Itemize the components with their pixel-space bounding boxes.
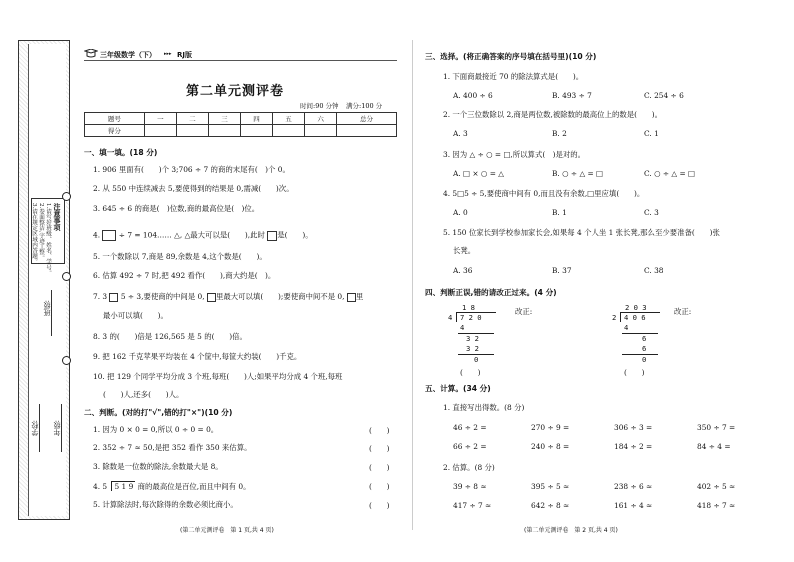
division-bracket	[111, 481, 135, 491]
score-cell: 二	[176, 113, 208, 125]
fix-label: 改正:	[674, 307, 692, 316]
arrow-icon: ▸▸▸	[164, 51, 172, 57]
question-number: 7. 3	[93, 292, 108, 301]
question	[93, 481, 251, 491]
question	[93, 230, 313, 241]
subsection-title: 1. 直接写出得数。(8 分)	[443, 403, 525, 412]
question: 5. 150 位家长到学校参加家长会,如果每 4 个人坐 1 张长凳,那么至少要准备( )张	[443, 228, 720, 237]
option[interactable]: A. 36	[453, 266, 473, 275]
dividend: 7 2 0	[460, 313, 482, 322]
calc-item[interactable]: 306 ÷ 3 =	[614, 423, 653, 432]
triangle-symbol: △	[184, 230, 191, 240]
calc-item[interactable]: 270 ÷ 9 =	[531, 423, 570, 432]
section-title: 四、判断正误,错的请改正过来。(4 分)	[425, 288, 557, 297]
score-input[interactable]	[273, 125, 305, 137]
question: 10. 把 129 个同学平均分成 3 个班,每班( )人;如果平均分成 4 个班,每班	[93, 372, 343, 381]
score-cell: 得分	[85, 125, 145, 137]
option[interactable]: C. ○ ÷ △ = □	[644, 169, 695, 178]
question	[93, 292, 363, 302]
score-cell: 总分	[337, 113, 397, 125]
grade-label: 三年级数学（下）	[100, 51, 156, 59]
question: 3. 因为 △ ÷ ○ = □,所以算式( )是对的。	[443, 150, 586, 159]
step: 6	[642, 344, 647, 353]
option[interactable]: C. 1	[644, 129, 659, 138]
binding-hole	[62, 356, 71, 365]
question: 2. 一个三位数除以 2,商是两位数,被除数的最高位上的数是( )。	[443, 110, 663, 119]
page-footer: (第二单元测评卷 第 1 页,共 4 页)	[180, 527, 274, 534]
question: 5. 计算除法时,每次除得的余数必须比商小。	[93, 500, 238, 509]
answer-box[interactable]	[102, 230, 116, 241]
step: 0	[474, 355, 479, 364]
option[interactable]: B. 1	[552, 208, 567, 217]
question: 2. 从 550 中连续减去 5,要使得到的结果是 0,需减( )次。	[93, 184, 294, 193]
exam-time: 时间:90 分钟	[300, 102, 339, 110]
section-title: 二、判断。(对的打"√",错的打"×")(10 分)	[84, 408, 233, 417]
question: 1. 906 里面有( )个 3;706 ÷ 7 的商的末尾有( )个 0。	[93, 165, 290, 174]
option[interactable]: B. 2	[552, 129, 567, 138]
calc-item[interactable]: 39 ÷ 8 ≈	[453, 482, 487, 491]
notice-line: 1.请写好班级、姓名、学号。	[45, 203, 51, 276]
calc-item[interactable]: 395 ÷ 5 ≈	[531, 482, 570, 491]
notice-line: 3.请在规定区域内答题。	[31, 203, 37, 265]
score-cell: 一	[144, 113, 176, 125]
divisor: 2	[612, 313, 617, 322]
notice-line: 2.卷面整洁,字迹工整。	[38, 203, 44, 261]
answer-box[interactable]	[267, 231, 277, 241]
question: 8. 3 的( )倍是 126,565 是 5 的( )倍。	[93, 332, 247, 341]
score-input[interactable]	[176, 125, 208, 137]
question-text: 最大可以是( ),此时	[190, 230, 265, 240]
question: 3. 除数是一位数的除法,余数最大是 8。	[93, 462, 223, 471]
notice-box	[31, 198, 65, 276]
calc-item[interactable]: 66 ÷ 2 =	[453, 442, 487, 451]
step: 3 2	[466, 344, 479, 353]
option[interactable]: C. 38	[644, 266, 664, 275]
option[interactable]: A. 400 ÷ 6	[453, 91, 493, 100]
question: 2. 352 ÷ 7 ≈ 50,是把 352 看作 350 来估算。	[93, 443, 252, 452]
binding-hole	[62, 272, 71, 281]
calc-item[interactable]: 350 ÷ 7 =	[697, 423, 736, 432]
option[interactable]: A. □ × ○ = △	[453, 169, 504, 178]
page-title: 第二单元测评卷	[186, 84, 285, 99]
score-input[interactable]	[208, 125, 240, 137]
question-text: 里最大可以填( );要使商中间不是 0,	[215, 292, 345, 301]
notice-title: 注意事项	[53, 203, 62, 231]
score-cell: 五	[273, 113, 305, 125]
grade-field-label: 年级:	[53, 420, 61, 437]
quotient: 1 8	[462, 303, 475, 312]
step-line	[622, 333, 658, 334]
judge-answer[interactable]: ( )	[624, 368, 645, 377]
question-text: 里	[355, 292, 364, 301]
question: 1. 下面商最接近 70 的除法算式是( )。	[443, 72, 584, 81]
comma: ,	[179, 230, 183, 240]
calc-item[interactable]: 46 ÷ 2 =	[453, 423, 487, 432]
question-text: 商的最高位是百位,而且中间有 0。	[137, 482, 251, 491]
subsection-title: 2. 估算。(8 分)	[443, 463, 495, 472]
header-rule	[84, 60, 397, 61]
question-continued: ( )人,还多( )人。	[103, 390, 184, 399]
answer-box[interactable]	[347, 293, 356, 302]
option[interactable]: B. 493 ÷ 7	[552, 91, 592, 100]
full-score: 满分:100 分	[346, 102, 383, 110]
score-input[interactable]	[337, 125, 397, 137]
dividend: 5 1 9	[114, 482, 134, 491]
calc-item[interactable]: 161 ÷ 4 ≈	[614, 501, 653, 510]
score-cell: 题号	[85, 113, 145, 125]
option[interactable]: C. 254 ÷ 6	[644, 91, 684, 100]
score-input[interactable]	[305, 125, 337, 137]
school-field-label: 学校:	[31, 420, 39, 437]
dividend: 4 0 6	[624, 313, 646, 322]
question-continued: 最小可以填( )。	[103, 311, 168, 320]
option[interactable]: A. 0	[453, 208, 468, 217]
calc-item[interactable]: 418 ÷ 7 ≈	[697, 501, 736, 510]
question: 6. 估算 492 ÷ 7 时,把 492 看作( ),商大约是( )。	[93, 271, 276, 280]
quotient: 2 0 3	[625, 303, 647, 312]
judge-answer[interactable]: ( )	[369, 501, 390, 510]
question: 1. 因为 0 × 0 = 0,所以 0 ÷ 0 = 0。	[93, 425, 219, 434]
score-cell: 四	[240, 113, 272, 125]
calc-item[interactable]: 417 ÷ 7 ≈	[453, 501, 492, 510]
fix-label: 改正:	[515, 307, 533, 316]
binding-hole	[62, 192, 71, 201]
calc-item[interactable]: 642 ÷ 8 ≈	[531, 501, 570, 510]
question-text: ÷ 7 = 104……	[118, 230, 172, 240]
division-bracket	[456, 312, 457, 322]
option[interactable]: B. 37	[552, 266, 572, 275]
question-continued: 长凳。	[453, 246, 476, 255]
judge-answer[interactable]: ( )	[369, 444, 390, 453]
calc-item[interactable]: 84 ÷ 4 =	[697, 442, 731, 451]
class-field-line[interactable]	[51, 290, 52, 336]
judge-answer[interactable]: ( )	[369, 463, 390, 472]
score-cell: 六	[305, 113, 337, 125]
section-title: 五、计算。(34 分)	[425, 384, 491, 393]
section-title: 一、填一填。(18 分)	[84, 148, 158, 157]
judge-answer[interactable]: ( )	[460, 368, 481, 377]
page-divider	[412, 40, 413, 530]
step-line	[622, 354, 658, 355]
step: 0	[642, 355, 647, 364]
judge-answer[interactable]: ( )	[369, 426, 390, 435]
score-table	[84, 112, 397, 137]
division-bracket	[620, 312, 621, 322]
score-input[interactable]	[240, 125, 272, 137]
question-text: 5 ÷ 3,要使商的中间是 0,	[120, 292, 205, 301]
calc-item[interactable]: 240 ÷ 8 =	[531, 442, 570, 451]
calc-item[interactable]: 184 ÷ 2 =	[614, 442, 653, 451]
question-text: 是( )。	[277, 230, 313, 240]
step: 4	[460, 323, 465, 332]
question: 4. 5□5 ÷ 5,要使商中间有 0,而且没有余数,□里应填( )。	[443, 189, 645, 198]
grade-field-line[interactable]	[61, 404, 62, 452]
step: 3 2	[466, 334, 479, 343]
calc-item[interactable]: 238 ÷ 6 ≈	[614, 482, 653, 491]
divisor: 4	[448, 313, 453, 322]
school-field-line[interactable]	[39, 404, 40, 452]
answer-box[interactable]	[109, 293, 118, 302]
answer-box[interactable]	[207, 293, 216, 302]
question: 5. 一个数除以 7,商是 89,余数是 4,这个数是( )。	[93, 252, 267, 261]
step: 4	[624, 323, 629, 332]
section-title: 三、选择。(将正确答案的序号填在括号里)(10 分)	[425, 52, 597, 61]
question: 3. 645 ÷ 6 的商是( )位数,商的最高位是( )位。	[93, 204, 260, 213]
class-field-label: 班级:	[43, 300, 51, 317]
triangle-symbol: △	[174, 230, 180, 240]
edition-label: RJ版	[177, 51, 192, 59]
step: 6	[642, 334, 647, 343]
calc-item[interactable]: 402 ÷ 5 ≈	[697, 482, 736, 491]
page-footer: (第二单元测评卷 第 2 页,共 4 页)	[524, 527, 618, 534]
option[interactable]: A. 3	[453, 129, 468, 138]
score-cell: 三	[208, 113, 240, 125]
book-logo-icon	[84, 49, 98, 59]
question-number: 4.	[93, 230, 101, 240]
option[interactable]: B. ○ ÷ △ = □	[552, 169, 604, 178]
question: 9. 把 162 千克苹果平均装在 4 个筐中,每筐大约装( )千克。	[93, 352, 302, 361]
question-number: 4. 5	[93, 482, 108, 491]
score-input[interactable]	[144, 125, 176, 137]
option[interactable]: C. 3	[644, 208, 659, 217]
judge-answer[interactable]: ( )	[369, 482, 390, 491]
